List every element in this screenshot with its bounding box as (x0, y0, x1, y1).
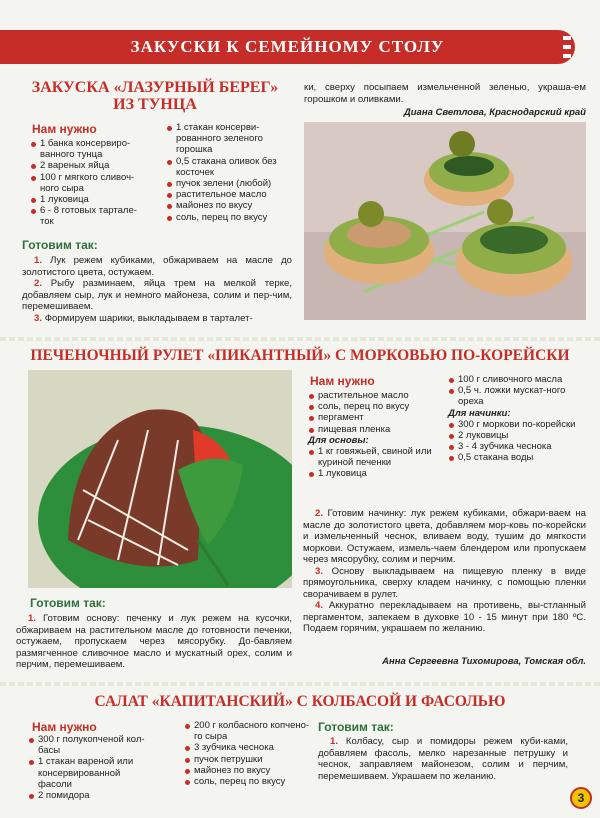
step-text: Основу выкладываем на пищевую пленку в виде прямоугольника, сверху кладем начинку, с помощью пленки сворачиваем в рулет. (303, 565, 586, 600)
step-number: 1. (28, 613, 37, 624)
liver-roll-photo (28, 370, 292, 588)
recipe2-ingredients-right (448, 374, 578, 464)
tartlets-illustration (304, 122, 586, 320)
ingredient-item: растительное масло (308, 390, 436, 401)
step-number: 4. (315, 600, 324, 611)
recipe1-need-heading: Нам нужно (32, 122, 97, 136)
section-title: ЗАКУСКИ К СЕМЕЙНОМУ СТОЛУ (130, 37, 445, 56)
step-text: Колбасу, сыр и помидоры режем куби-ками, добавляем фасоль, мелко нарезанные петрушку и чеснок, заправляем майонезом, солим и перчим, перемешиваем. Украшаем по желанию. (318, 736, 568, 782)
recipe3-title: САЛАТ «КАПИТАНСКИЙ» С КОЛБАСОЙ И ФАСОЛЬЮ (94, 693, 506, 710)
step-number: 1. (330, 736, 339, 747)
recipe3-step-1 (318, 736, 568, 782)
ingredient-item: 100 г мягкого сливоч-ного сыра (30, 172, 148, 194)
step-number: 3. (34, 312, 43, 324)
recipe1-continuation-text: ки, сверху посыпаем измельченной зеленью, украша-ем горошком и оливками. (304, 82, 586, 105)
ingredient-item: 1 банка консервиро-ванного тунца (30, 138, 148, 160)
recipe2-step-1 (16, 613, 292, 671)
recipe1-continuation (304, 82, 586, 118)
section-divider (0, 682, 600, 686)
recipe1-ingredients-box (18, 118, 293, 238)
ingredient-item: 2 луковицы (448, 430, 578, 441)
step-text: Рыбу разминаем, яйца трем на мелкой терке, добавляем сыр, лук и немного майонеза, солим и пер-чим, перемешиваем. (22, 278, 292, 312)
page-number-badge (570, 787, 592, 809)
recipe-step (22, 313, 292, 325)
ingredient-item: пищевая пленка (308, 424, 436, 435)
ingredient-item: майонез по вкусу (184, 765, 312, 776)
ingredient-item: 300 г полукопченой кол-басы (28, 734, 156, 756)
ingredient-item: майонез по вкусу (166, 200, 286, 211)
section-divider (0, 337, 600, 341)
ingredient-item: пучок зелени (любой) (166, 178, 286, 189)
recipe-step (303, 566, 586, 601)
ingredient-item: соль, перец по вкусу (166, 212, 286, 223)
ingredient-item: 100 г сливочного масла (448, 374, 578, 385)
ingredient-item: 1 стакан вареной или консервированной фасоли (28, 756, 156, 790)
step-number: 2. (34, 278, 43, 289)
recipe2-need-heading: Нам нужно (310, 374, 375, 388)
recipe-step (303, 508, 586, 566)
recipe1-steps (22, 255, 292, 324)
recipe1-method (22, 238, 292, 324)
section-header-banner (0, 30, 575, 64)
ingredient-item: 1 луковица (30, 194, 148, 205)
recipe3-need-heading: Нам нужно (32, 720, 97, 734)
recipe3-ingredients-left (28, 734, 156, 801)
ingredient-item: 3 - 4 зубчика чеснока (448, 441, 578, 452)
ingredient-subheading: Для основы: (308, 434, 369, 446)
ingredient-item: 200 г колбасного копчено-го сыра (184, 720, 312, 742)
ingredient-item: соль, перец по вкусу (308, 401, 436, 412)
recipe-step (22, 255, 292, 278)
ingredient-item: 1 луковица (308, 468, 436, 479)
ingredient-item: 2 помидора (28, 790, 156, 801)
ingredient-item: соль, перец по вкусу (184, 776, 312, 787)
step-text: Лук режем кубиками, обжариваем на масле до золотистого цвета, остужаем. (22, 255, 292, 278)
ingredient-item: растительное масло (166, 189, 286, 200)
ornament-icon (560, 34, 574, 60)
ingredient-item: 3 зубчика чеснока (184, 742, 312, 753)
ingredient-item: 0,5 ч. ложки мускат-ного ореха (448, 385, 578, 407)
ingredient-item: 0,5 стакана оливок без косточек (166, 156, 286, 178)
recipe1-ingredients-left (30, 138, 148, 228)
recipe-step (303, 600, 586, 635)
step-number: 3. (315, 565, 324, 577)
recipe2-cook-heading: Готовим так: (30, 596, 106, 610)
recipe2-ingredients (308, 374, 588, 504)
step-text: Аккуратно перекладываем на противень, вы-стланный пергаментом, запекаем в духовке 10 - 15 минут при 180 ºС. Подаем горячим, украшаем по желанию. (303, 600, 586, 634)
ingredient-subheading: Для начинки: (448, 407, 511, 419)
recipe1-title: ЗАКУСКА «ЛАЗУРНЫЙ БЕРЕГ» ИЗ ТУНЦА (31, 79, 279, 113)
recipe2-title: ПЕЧЕНОЧНЫЙ РУЛЕТ «ПИКАНТНЫЙ» С МОРКОВЬЮ ПО-КОРЕЙСКИ (30, 347, 570, 364)
recipe3-method (318, 720, 568, 782)
tuna-tartlets-photo (304, 122, 586, 320)
step-number: 2. (315, 508, 324, 519)
ingredient-item: 1 кг говяжьей, свиной или куриной печенки (308, 446, 436, 468)
ingredient-item: 6 - 8 готовых тартале-ток (30, 205, 148, 227)
step-text: Формируем шарики, выкладываем в тарталет- (44, 312, 253, 324)
recipe1-author: Диана Светлова, Краснодарский край (403, 107, 586, 118)
ingredient-item: 1 стакан консерви-рованного зеленого горошка (166, 122, 286, 156)
step-number: 1. (34, 255, 43, 266)
recipe2-author: Анна Сергеевна Тихомирова, Томская обл. (382, 656, 586, 667)
recipe3-ingredients (28, 720, 308, 810)
recipe1-cook-heading: Готовим так: (22, 238, 98, 252)
ingredient-item: пучок петрушки (184, 754, 312, 765)
recipe2-ingredients-left (308, 390, 436, 480)
recipe1-ingredients-right (166, 122, 286, 223)
liver-roll-illustration (28, 370, 292, 588)
recipe3-cook-heading: Готовим так: (318, 720, 394, 734)
ingredient-item: 2 вареных яйца (30, 160, 148, 171)
ingredient-item: пергамент (308, 412, 436, 423)
ingredient-item: 300 г моркови по-корейски (448, 419, 578, 430)
step-text: Готовим основу: печенку и лук режем на кусочки, обжариваем на растительном масле до готовности печенки, остужаем, пропускаем через мясорубку. До-бавляем размягченное сливочное масло и мускатный орех, солим и перчим, перемешиваем. (16, 613, 292, 670)
recipe-step (22, 278, 292, 313)
recipe2-method (16, 596, 292, 671)
page-number: 3 (577, 791, 585, 805)
step-text: Готовим начинку: лук режем кубиками, обжари-ваем на масле до золотистого цвета, добавляем мор-ковь по-корейски и измельченный чеснок, вливаем воду, тушим до мягкости моркови. Остужаем, измель-чаем блендером или пропускаем через мясорубку, солим и перчим. (303, 508, 586, 565)
ingredient-item: 0,5 стакана воды (448, 452, 578, 463)
recipe2-steps-right (303, 508, 586, 635)
recipe3-ingredients-right (184, 720, 312, 787)
